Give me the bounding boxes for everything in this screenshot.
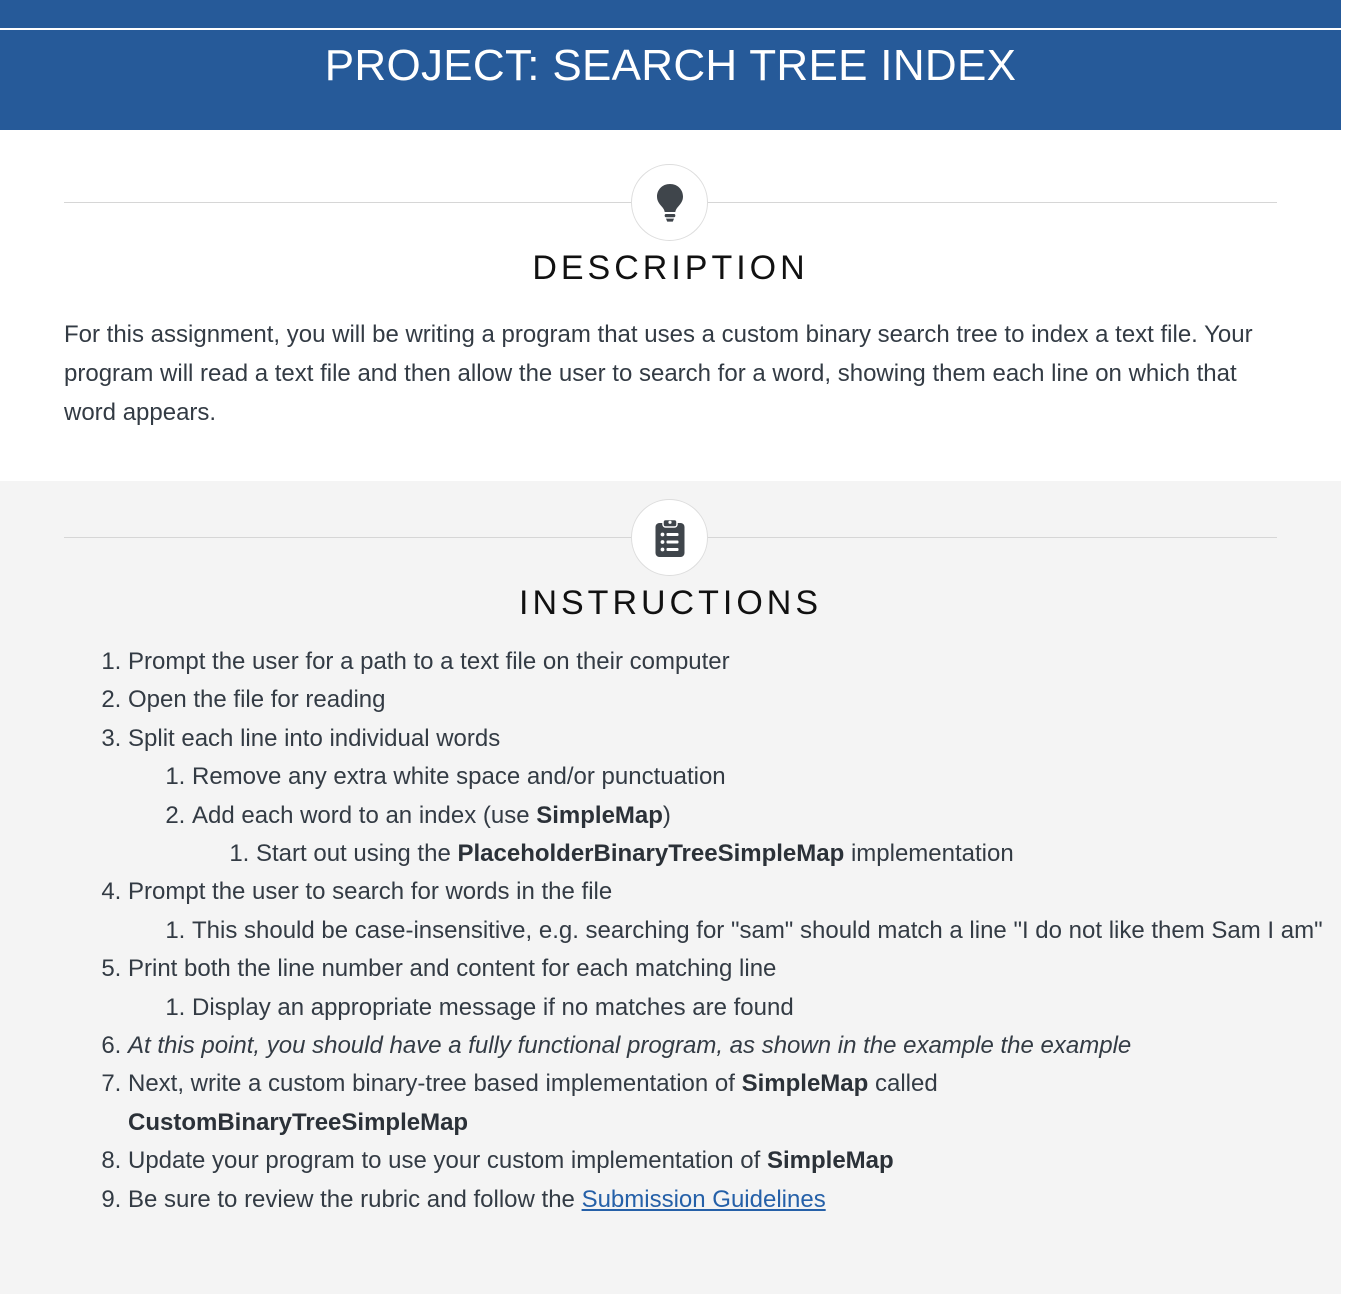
sub-list	[128, 989, 1328, 1027]
list-item: 1. Prompt the user for a path to a text file on their computer	[128, 643, 1328, 681]
description-icon-badge	[631, 164, 708, 241]
list-item: 2. Open the file for reading	[128, 681, 1328, 719]
sub-list	[128, 912, 1328, 950]
list-item: 3. Split each line into individual words 1. Remove any extra white space and/or punctuation 2. Add each word to an index (use SimpleMap) 1. Start out using the PlaceholderBinaryTreeSimpleMap implementation	[128, 720, 1328, 874]
description-heading: DESCRIPTION	[532, 249, 809, 287]
code-term: CustomBinaryTreeSimpleMap	[128, 1108, 469, 1136]
list-item: 1. This should be case-insensitive, e.g. searching for "sam" should match a line "I do not like them Sam I am"	[192, 912, 1328, 950]
description-text: For this assignment, you will be writing a program that uses a custom binary search tree to index a text file. Your program will read a text file and then allow the user to search for a word, showing them each line on which that word appears.	[64, 321, 1253, 426]
list-item: 4. Prompt the user to search for words in the file 1. This should be case-insensitive, e.g. searching for "sam" should match a line "I do not like them Sam I am"	[128, 873, 1328, 950]
list-item	[128, 1027, 1328, 1065]
instructions-heading: INSTRUCTIONS	[519, 584, 822, 622]
list-item: 1. Start out using the PlaceholderBinaryTreeSimpleMap implementation	[256, 835, 1328, 873]
emphasis-text: At this point, you should have a fully functional program, as shown in the example the example	[128, 1032, 1132, 1060]
sub-list	[192, 835, 1328, 873]
list-item: 5. Print both the line number and content for each matching line 1. Display an appropriate message if no matches are found	[128, 950, 1328, 1027]
description-section	[0, 130, 1341, 481]
list-item: 7. Next, write a custom binary-tree based implementation of SimpleMap called CustomBinaryTreeSimpleMap	[128, 1065, 1328, 1142]
page-title: PROJECT: SEARCH TREE INDEX	[324, 41, 1017, 90]
code-term: SimpleMap	[766, 1147, 894, 1175]
list-item: 8. Update your program to use your custom implementation of SimpleMap	[128, 1142, 1328, 1180]
instructions-section	[0, 481, 1341, 1294]
code-term: SimpleMap	[741, 1070, 869, 1098]
code-term: PlaceholderBinaryTreeSimpleMap	[457, 840, 845, 868]
clipboard-list-icon	[654, 518, 686, 558]
lightbulb-icon	[655, 183, 685, 223]
list-item: 1. Display an appropriate message if no matches are found	[192, 989, 1328, 1027]
title-banner	[0, 30, 1341, 130]
sub-list	[128, 758, 1328, 873]
submission-guidelines-link[interactable]: Submission Guidelines	[581, 1185, 826, 1213]
list-item: 2. Add each word to an index (use SimpleMap) 1. Start out using the PlaceholderBinaryTreeSimpleMap implementation	[192, 797, 1328, 874]
instructions-icon-badge	[631, 499, 708, 576]
list-item: 1. Remove any extra white space and/or punctuation	[192, 758, 1328, 796]
top-strip	[0, 0, 1341, 28]
instruction-list	[64, 643, 1328, 1219]
list-item: 9. Be sure to review the rubric and follow the Submission Guidelines	[128, 1181, 1328, 1219]
code-term: SimpleMap	[536, 801, 663, 829]
